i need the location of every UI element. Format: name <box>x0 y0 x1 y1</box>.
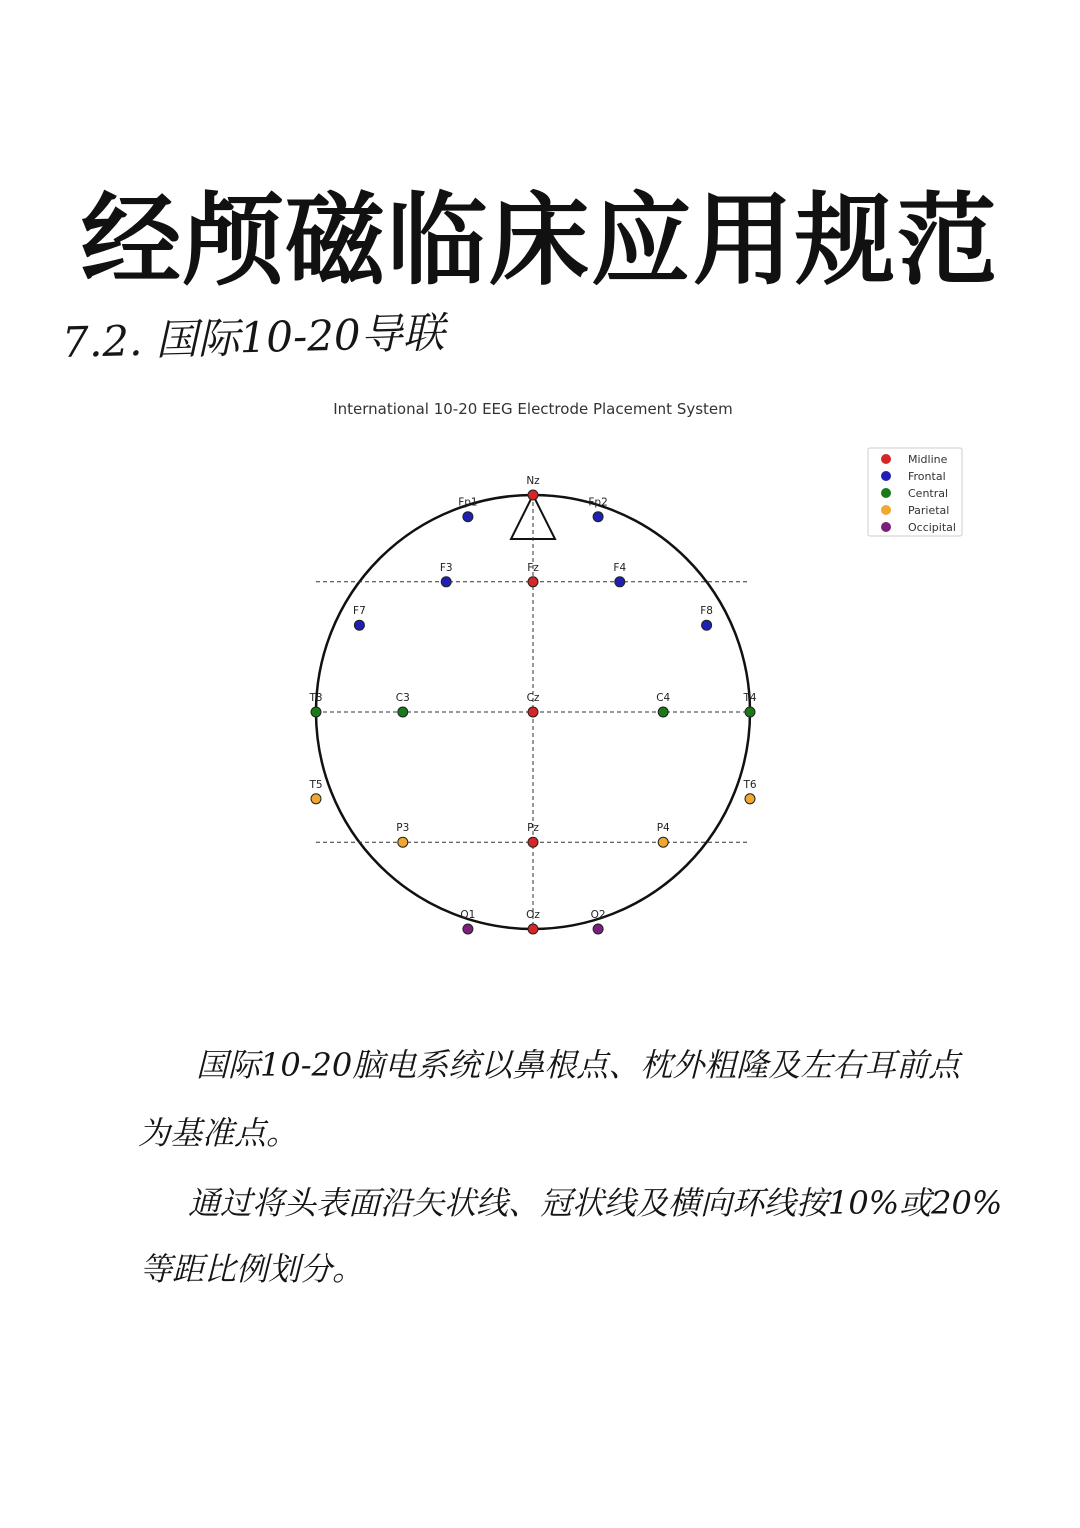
electrode-point <box>745 707 755 717</box>
electrode-point <box>528 924 538 934</box>
electrode-point <box>398 707 408 717</box>
legend-marker <box>881 454 891 464</box>
electrode-point <box>311 794 321 804</box>
electrode-label: T5 <box>309 778 323 791</box>
electrode-point <box>702 620 712 630</box>
note-line: 通过将头表面沿矢状线、冠状线及横向环线按10%或20% <box>188 1184 1003 1222</box>
electrode-label: F7 <box>353 605 366 618</box>
legend-label: Midline <box>908 453 948 466</box>
electrode-label: P3 <box>396 822 410 835</box>
electrode-label: O1 <box>460 909 476 921</box>
electrode-point <box>658 837 668 847</box>
electrode-label: Nz <box>526 475 540 487</box>
chart-title: International 10-20 EEG Electrode Placement System <box>333 400 733 418</box>
eeg-electrode-chart <box>300 390 980 950</box>
electrode-point <box>528 577 538 587</box>
electrode-point <box>593 512 603 522</box>
electrode-label: Oz <box>526 909 540 921</box>
legend-marker <box>881 471 891 481</box>
electrode-label: T6 <box>743 778 757 791</box>
note-line: 等距比例划分。 <box>140 1250 365 1288</box>
electrode-point <box>528 837 538 847</box>
electrode-label: Fp2 <box>588 496 608 509</box>
electrode-label: O2 <box>590 909 606 921</box>
electrode-label: T4 <box>743 692 757 704</box>
electrode-label: Cz <box>526 692 540 704</box>
legend-label: Occipital <box>908 521 956 534</box>
legend-marker <box>881 522 891 532</box>
electrode-point <box>615 577 625 587</box>
electrode-point <box>311 707 321 717</box>
electrode-label: F8 <box>700 605 713 618</box>
electrode-point <box>463 924 473 934</box>
electrode-point <box>354 620 364 630</box>
note-line: 国际10-20脑电系统以鼻根点、枕外粗隆及左右耳前点 <box>196 1046 961 1084</box>
section-heading: 7.2. 国际10-20导联 <box>61 308 446 367</box>
legend-label: Parietal <box>908 504 950 517</box>
legend-label: Central <box>908 487 949 500</box>
note-line: 为基准点。 <box>138 1114 299 1152</box>
electrode-label: Fz <box>527 561 539 574</box>
electrode-point <box>441 577 451 587</box>
legend-label: Frontal <box>908 470 946 483</box>
legend-marker <box>881 505 891 515</box>
electrode-label: C3 <box>395 692 410 704</box>
electrode-point <box>528 490 538 500</box>
electrode-label: Pz <box>527 822 539 835</box>
chart-canvas <box>300 390 980 950</box>
electrode-point <box>463 512 473 522</box>
electrode-label: F3 <box>439 561 453 574</box>
electrode-point <box>658 707 668 717</box>
electrode-label: P4 <box>656 822 670 835</box>
electrode-label: Fp1 <box>458 496 478 509</box>
electrode-point <box>398 837 408 847</box>
page-title: 经颅磁临床应用规范 <box>81 182 999 299</box>
electrode-label: F4 <box>613 561 627 574</box>
electrode-label: C4 <box>656 692 671 704</box>
electrode-label: T3 <box>309 692 323 704</box>
legend-marker <box>881 488 891 498</box>
electrode-point <box>528 707 538 717</box>
electrode-point <box>593 924 603 934</box>
electrode-point <box>745 794 755 804</box>
